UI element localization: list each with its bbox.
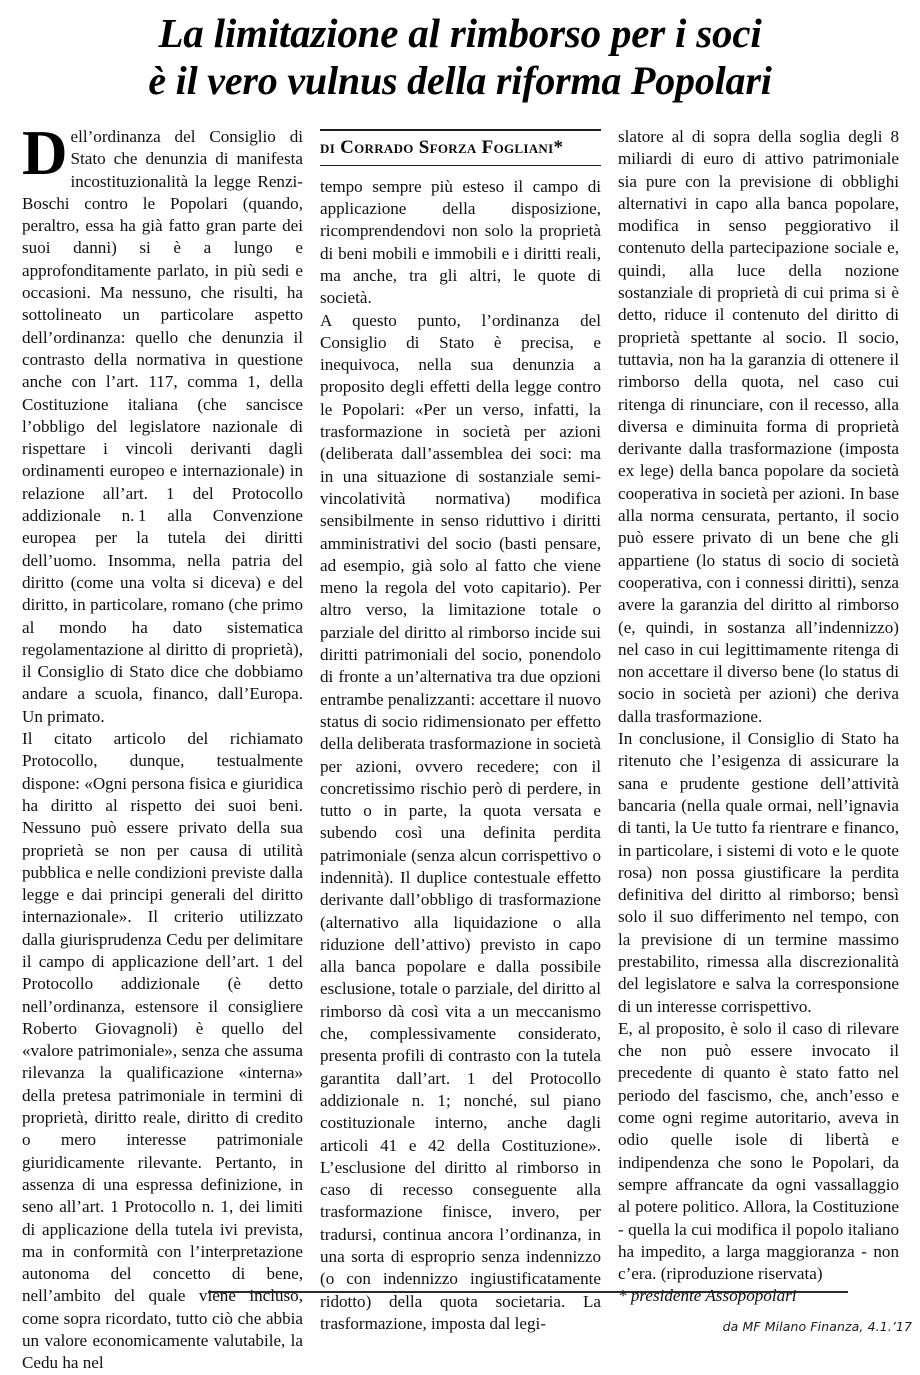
paragraph-text: ell’ordinanza del Consiglio di Stato che denunzia di manifesta incostituzionalità la legge Renzi-Boschi contro le Popolari (quando, peraltro, essa ha già fatto gran parte dei suoi danni) si è a lungo e approfonditamente parlato, in più sedi e occasioni. Ma nessuno, che risulti, ha sottolineato un particolare aspetto dell’ordinanza: quello che denunzia il contrasto della normativa in questione anche con l’art. 117, comma 1, della Costituzione italiana (che sancisce l’obbligo del legislatore nazionale di rispettare i vincoli derivanti dagli ordinamenti europeo e internazionale) in relazione all’art. 1 del Protocollo addizionale n. 1 alla Convenzione europea per la tutela dei diritti dell’uomo. Insomma, nella patria del diritto (come una volta si diceva) e del diritto, in particolare, romano (che primo al mondo ha dato sistematica regolamentazione al diritto di proprietà), il Consiglio di Stato dice che dobbiamo andare a scuola, financo, dall’Europa. Un primato.	[22, 127, 303, 726]
paragraph	[22, 728, 303, 1375]
paragraph	[320, 310, 601, 1336]
paragraph	[320, 176, 601, 310]
paragraph	[22, 118, 303, 728]
article-columns	[22, 118, 900, 1375]
paragraph-text: tempo sempre più esteso il campo di applicazione della disposizione, ricomprendendovi non solo la proprietà di beni mobili e immobili e i diritti reali, ma anche, tra gli altri, le quote di società.	[320, 176, 601, 308]
footer-divider	[208, 1291, 848, 1293]
headline-line-1: La limitazione al rimborso per i soci	[158, 10, 762, 56]
paragraph	[618, 728, 899, 1018]
source-credit: da MF Milano Finanza, 4.1.’17	[722, 1319, 912, 1334]
byline-text: di Corrado Sforza Fogliani*	[320, 137, 564, 158]
article-column-2	[320, 126, 601, 1375]
paragraph-text: A questo punto, l’ordinanza del Consiglio di Stato è precisa, e inequivoca, nella sua denunzia a proposito degli effetti della legge contro le Popolari: «Per un verso, infatti, la trasformazione in società per azioni (deliberata dall’assemblea dei soci: ma in una situazione di sostanziale semi-vincolatività normativa) modifica sensibilmente in senso riduttivo i diritti amministrativi del socio (basti pensare, ad esempio, già solo al fatto che viene meno la regola del voto capitario). Per altro verso, la limitazione totale o parziale del diritto al rimborso incide sui diritti patrimoniali del socio, ponendolo di fronte a un’alternativa tra due opzioni entrambe penalizzanti: accettare il nuovo status di socio ridimensionato per effetto della deliberata trasformazione in società per azioni, ovvero recedere; con il concretissimo rischio però di perdere, in tutto o in parte, la quota versata e subendo così una definita perdita patrimoniale (senza alcun corrispettivo o indennità). Il duplice contestuale effetto derivante dall’obbligo di trasformazione (alternativo alla liquidazione o alla riduzione dell’attivo) previsto in capo alla banca popolare e dalla possibile esclusione, totale o parziale, del diritto al rimborso dà così vita a un meccanismo che, complessivamente considerato, presenta profili di contrasto con la tutela garantita dall’art. 1 del Protocollo addizionale n. 1; nonché, sul piano costituzionale interno, anche dagli articoli 41 e 42 della Costituzione». L’esclusione del diritto al rimborso in caso di recesso conseguente alla trasformazione finisce, invero, per tradursi, continua ancora l’ordinanza, in una sorta di esproprio senza indennizzo (o con indennizzo ingiustificatamente ridotto) della quota societaria. La trasformazione, imposta dal legi-	[320, 310, 601, 1333]
page-title	[0, 0, 920, 104]
paragraph	[618, 1018, 899, 1286]
article-column-3	[618, 126, 899, 1375]
byline-rule-bottom	[320, 165, 601, 166]
byline-rule-top	[320, 129, 601, 131]
article-column-1	[22, 118, 303, 1375]
headline-line-2: è il vero vulnus della riforma Popolari	[148, 57, 772, 103]
drop-cap: D	[22, 118, 68, 188]
byline	[320, 129, 601, 166]
paragraph-text: slatore al di sopra della soglia degli 8 miliardi di euro di attivo patrimoniale sia pure con la previsione di obblighi alternativi in capo alla banca popolare, modifica in senso peggiorativo il contenuto della partecipazione sociale e, quindi, alla luce della nozione sostanziale di proprietà di cui prima si è detto, riduce il contenuto del diritto di proprietà spettante al socio. Il socio, tuttavia, non ha la garanzia di ottenere il rimborso della quota, nel caso cui ritenga di rinunciare, con il recesso, alla diversa e diminuita forma di proprietà derivante dalla trasformazione (imposta ex lege) della banca popolare da società cooperativa in società per azioni. In base alla norma censurata, pertanto, il socio può essere privato di un bene che gli appartiene (lo status di socio di società cooperativa, con i connessi diritti), senza avere la garanzia del diritto al rimborso (e, quindi, in sostanza all’indennizzo) nel caso in cui legittimamente ritenga di non accettare il diverso bene (lo status di socio in società per azioni) che deriva dalla trasformazione.	[618, 127, 899, 726]
paragraph-text: Il citato articolo del richiamato Protocollo, dunque, testualmente dispone: «Ogni persona fisica e giuridica ha diritto al rispetto dei suoi beni. Nessuno può essere privato della sua proprietà se non per causa di utilità pubblica e nelle condizioni previste dalla legge e dai principi generali del diritto internazionale». Il criterio utilizzato dalla giurisprudenza Cedu per delimitare il campo di applicazione dell’art. 1 del Protocollo addizionale (è detto nell’ordinanza, estensore il consigliere Roberto Giovagnoli) è quello del «valore patrimoniale», senza che assuma rilevanza la qualificazione «interna» della pretesa patrimoniale in termini di proprietà, diritto reale, diritto di credito o mero interesse patrimoniale giuridicamente rilevante. Pertanto, in assenza di una espressa definizione, in seno all’art. 1 Protocollo n. 1, dei limiti di applicazione della tutela ivi prevista, ma in conformità con l’interpretazione autonoma del concetto di bene, nell’ambito del quale viene incluso, come sopra ricordato, tutto ciò che abbia un valore economicamente valutabile, la Cedu ha nel	[22, 729, 303, 1373]
author-signoff: * presidente Assopopolari	[618, 1286, 797, 1306]
paragraph-text: E, al proposito, è solo il caso di rilevare che non può essere invocato il precedente di quanto è stato fatto nel periodo del fascismo, che, anch’esso e come ogni regime autoritario, aveva in odio quelle isole di libertà e indipendenza che sono le Popolari, da sempre affrancate da ogni vassallaggio al potere politico. Allora, la Costituzione - quella la cui modifica il popolo italiano ha impedito, a larga maggioranza - non c’era. (riproduzione riservata)	[618, 1018, 899, 1284]
paragraph-text: In conclusione, il Consiglio di Stato ha ritenuto che l’esigenza di assicurare la sana e prudente gestione dell’attività bancaria (nella quale ormai, nell’ignavia di tanti, la Ue tutto fa rientrare e financo, in particolare, i sistemi di voto e le quote rosa) non possa giustificare la perdita definitiva del diritto al rimborso; bensì solo il suo differimento nel tempo, con la previsione di un termine massimo prestabilito, rimessa alla discrezionalità del legislatore e salva la corresponsione di un interesse corrispettivo.	[618, 729, 899, 1016]
paragraph	[618, 126, 899, 728]
